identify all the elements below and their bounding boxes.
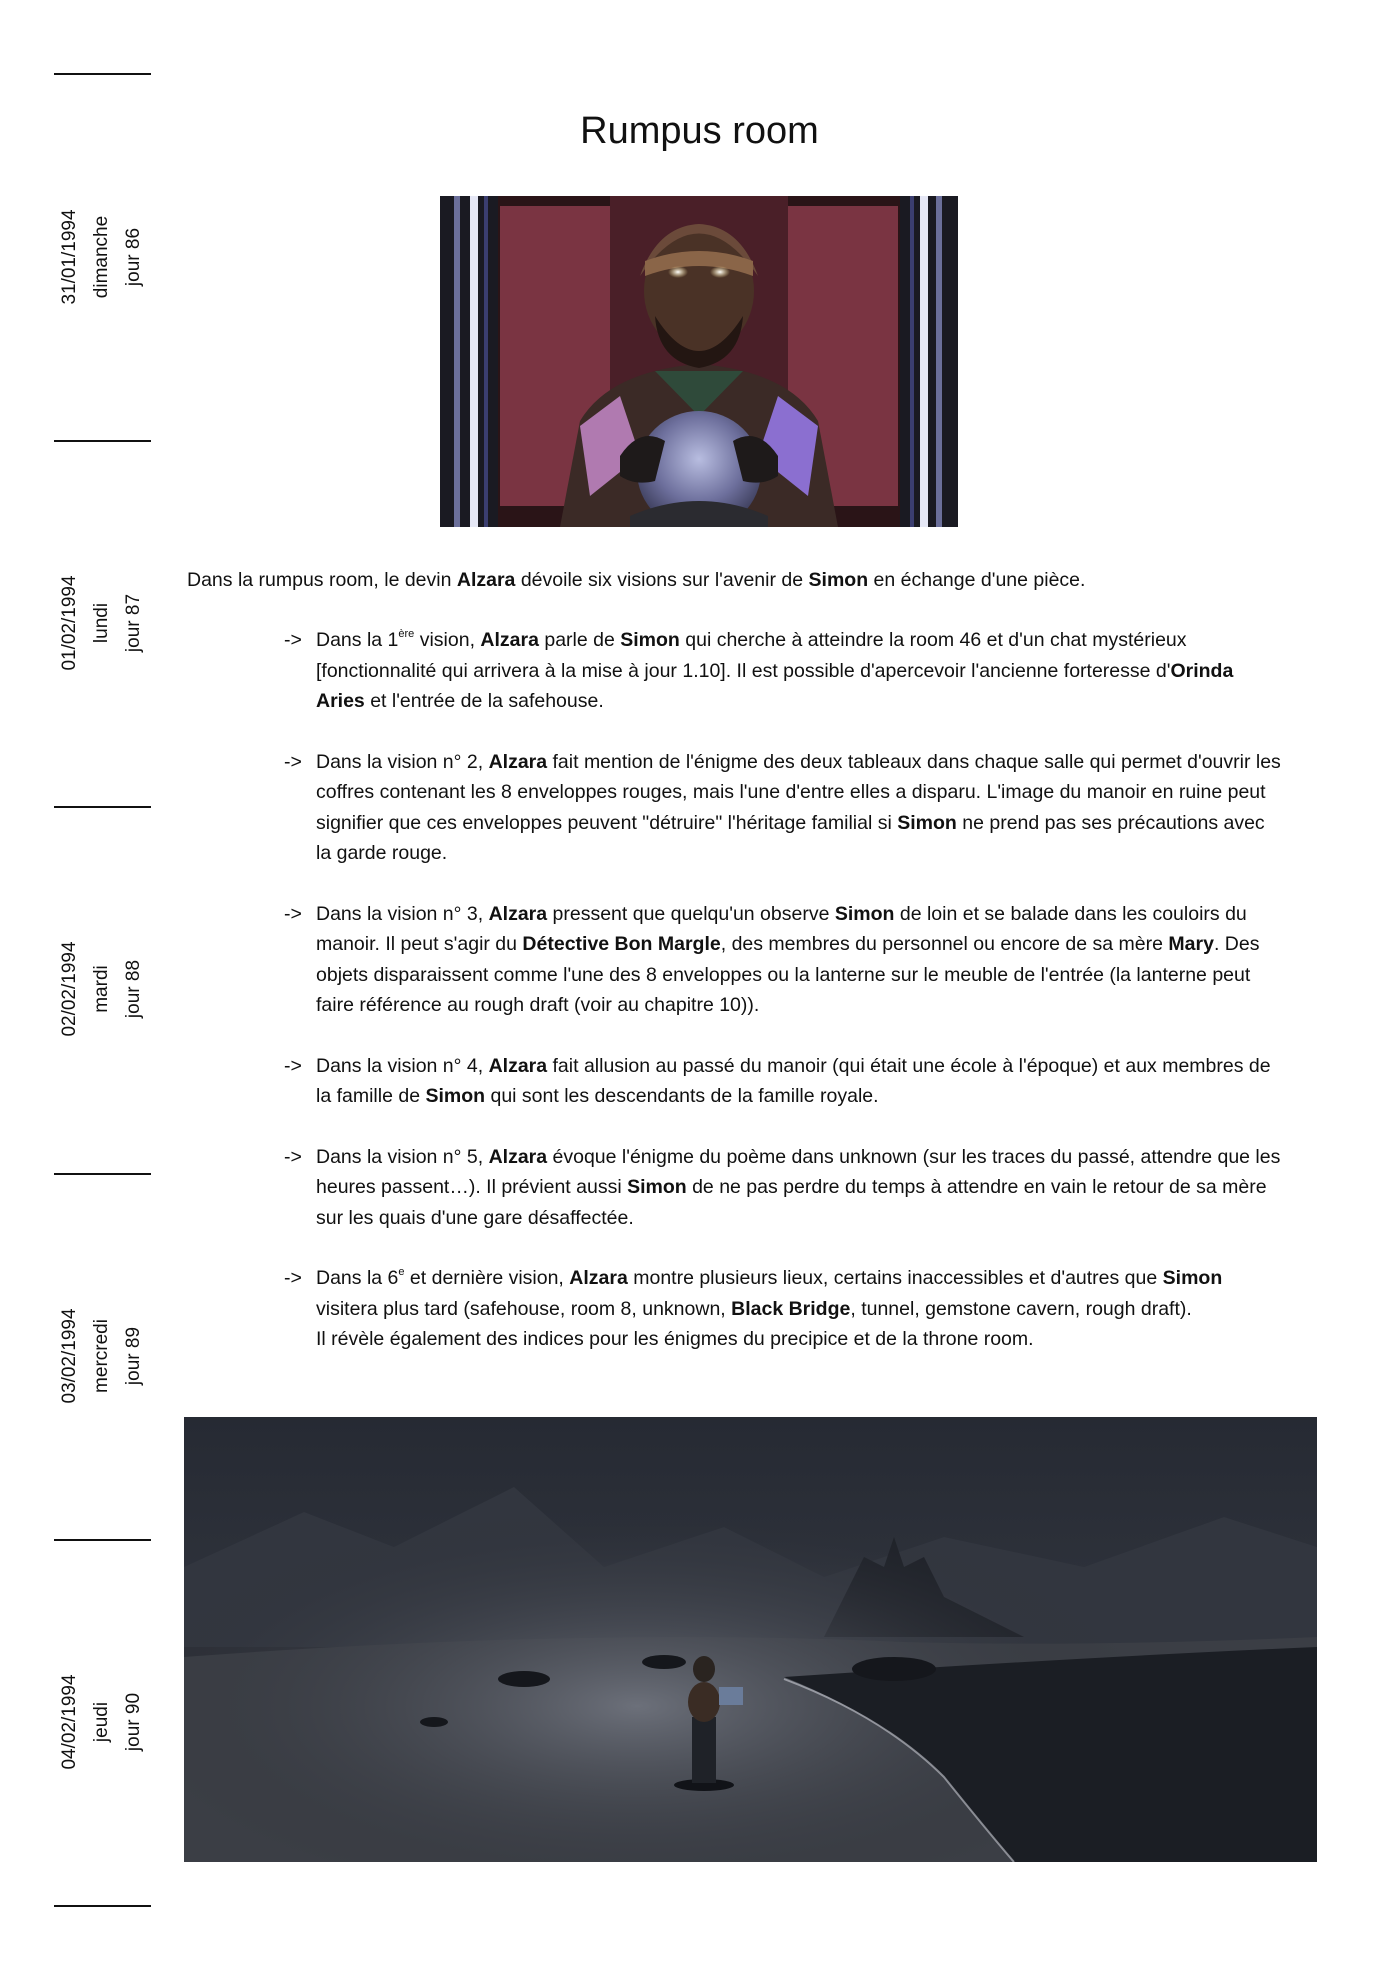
day-count-text: jour 89	[123, 1326, 144, 1386]
text-span: ne prend pas ses précautions avec la garde rouge.	[316, 811, 1265, 864]
arrow-bullet: ->	[284, 629, 302, 651]
text-span: vision,	[414, 629, 481, 651]
day-count-text: jour 86	[123, 227, 144, 287]
weekday-text: mardi	[91, 965, 112, 1013]
margin-rule	[54, 1905, 151, 1907]
arrow-bullet: ->	[284, 750, 302, 773]
weekday-text: lundi	[91, 602, 112, 644]
name-alzara: Alzara	[456, 569, 516, 591]
fortune-teller-image	[440, 196, 958, 527]
text-span: Il révèle également des indices pour les énigmes du precipice et de la throne room.	[316, 1328, 1034, 1350]
list-item-vision-6	[284, 1263, 1284, 1355]
date-text: 31/01/1994	[59, 209, 80, 305]
arrow-bullet: ->	[284, 1267, 302, 1289]
text-span: dévoile six visions sur l'avenir de	[515, 569, 809, 591]
text-span: Dans la vision n° 2,	[316, 750, 489, 773]
arrow-bullet: ->	[284, 1145, 302, 1168]
name-simon: Simon	[897, 811, 957, 834]
text-span: fait mention de l'énigme des deux tableaux dans chaque salle qui permet d'ouvrir les coffres contenant les 8 enveloppes rouges, mais l'une d'entre elles a disparu. L'image du manoir en ruine peut signifier que ces enveloppes peuvent "détruire" l'héritage familial si	[316, 750, 1281, 834]
night-shore-image	[184, 1417, 1317, 1862]
text-span: qui sont les descendants de la famille royale.	[485, 1085, 879, 1107]
text-span: de ne pas perdre du temps à attendre en vain le retour de sa mère sur les quais d'une gare désaffectée.	[316, 1176, 1267, 1229]
name-alzara: Alzara	[488, 1054, 548, 1077]
name-detective: Détective Bon Margle	[522, 933, 721, 955]
text-span: , tunnel, gemstone cavern, rough draft).	[850, 1297, 1192, 1320]
text-span: visitera plus tard (safehouse, room 8, unknown,	[316, 1297, 732, 1320]
intro-paragraph	[187, 565, 1287, 595]
text-span: et l'entrée de la safehouse.	[364, 690, 604, 712]
text-span: Dans la vision n° 3,	[316, 902, 489, 925]
text-span: et dernière vision,	[404, 1267, 570, 1289]
text-span: montre plusieurs lieux, certains inaccessibles et d'autres que	[627, 1267, 1163, 1289]
list-item-vision-2	[284, 747, 1284, 869]
weekday-text: mercredi	[91, 1319, 112, 1393]
name-simon: Simon	[1162, 1267, 1223, 1289]
weekday-text: dimanche	[91, 215, 112, 299]
name-alzara: Alzara	[488, 750, 548, 773]
superscript: ère	[398, 627, 415, 640]
text-span: qui cherche à atteindre la room 46 et d'un chat mystérieux [fonctionnalité qui arrivera à la mise à jour 1.10]. Il est possible d'apercevoir l'ancienne forteresse d'	[316, 629, 1187, 682]
list-item-vision-4	[284, 1051, 1284, 1112]
margin-rule	[54, 1539, 151, 1541]
date-text: 02/02/1994	[59, 941, 80, 1037]
visions-list	[284, 625, 1284, 1385]
name-alzara: Alzara	[488, 902, 548, 925]
name-mary: Mary	[1168, 933, 1214, 955]
list-item-vision-5	[284, 1142, 1284, 1234]
text-span: , des membres du personnel ou encore de sa mère	[720, 933, 1169, 955]
text-span: pressent que quelqu'un observe	[547, 902, 835, 925]
margin-rule	[54, 73, 151, 75]
weekday-text: jeudi	[91, 1701, 112, 1743]
arrow-bullet: ->	[284, 1054, 302, 1077]
margin-rule	[54, 806, 151, 808]
arrow-bullet: ->	[284, 902, 302, 925]
name-simon: Simon	[808, 569, 869, 591]
text-span: . Des objets disparaissent comme l'une des 8 enveloppes ou la lanterne sur le meuble de l'entrée (la lanterne peut faire référence au rough draft (voir au chapitre 10)).	[316, 933, 1260, 1016]
text-span: Dans la vision n° 5,	[316, 1145, 489, 1168]
date-text: 03/02/1994	[59, 1308, 80, 1404]
margin-rule	[54, 440, 151, 442]
name-simon: Simon	[627, 1176, 687, 1198]
text-span: Dans la 6	[316, 1267, 399, 1289]
name-simon: Simon	[834, 902, 895, 925]
day-count-text: jour 88	[123, 959, 144, 1019]
text-span: Dans la 1	[316, 629, 399, 651]
day-count-text: jour 87	[123, 593, 144, 653]
text-span: Dans la vision n° 4,	[316, 1054, 489, 1077]
text-span: en échange d'une pièce.	[868, 569, 1086, 591]
list-item-vision-1	[284, 625, 1284, 717]
text-span: de loin et se balade dans les couloirs du manoir. Il peut s'agir du	[316, 902, 1247, 955]
date-text: 04/02/1994	[59, 1674, 80, 1770]
list-item-vision-3	[284, 899, 1284, 1021]
page-title: Rumpus room	[580, 110, 819, 152]
name-alzara: Alzara	[480, 629, 539, 651]
superscript: e	[398, 1265, 405, 1278]
name-orinda-aries: Orinda Aries	[316, 659, 1234, 712]
date-text: 01/02/1994	[59, 575, 80, 671]
name-simon: Simon	[620, 629, 680, 651]
name-alzara: Alzara	[569, 1267, 628, 1289]
name-black-bridge: Black Bridge	[731, 1297, 851, 1320]
day-count-text: jour 90	[123, 1692, 144, 1752]
name-simon: Simon	[425, 1085, 486, 1107]
text-span: parle de	[538, 629, 621, 651]
text-span: Dans la rumpus room, le devin	[187, 569, 457, 591]
name-alzara: Alzara	[488, 1145, 548, 1168]
text-span: fait allusion au passé du manoir (qui était une école à l'époque) et aux membres de la famille de	[316, 1054, 1271, 1107]
text-span: évoque l'énigme du poème dans unknown (sur les traces du passé, attendre que les heures passent…). Il prévient aussi	[316, 1145, 1281, 1198]
margin-rule	[54, 1173, 151, 1175]
